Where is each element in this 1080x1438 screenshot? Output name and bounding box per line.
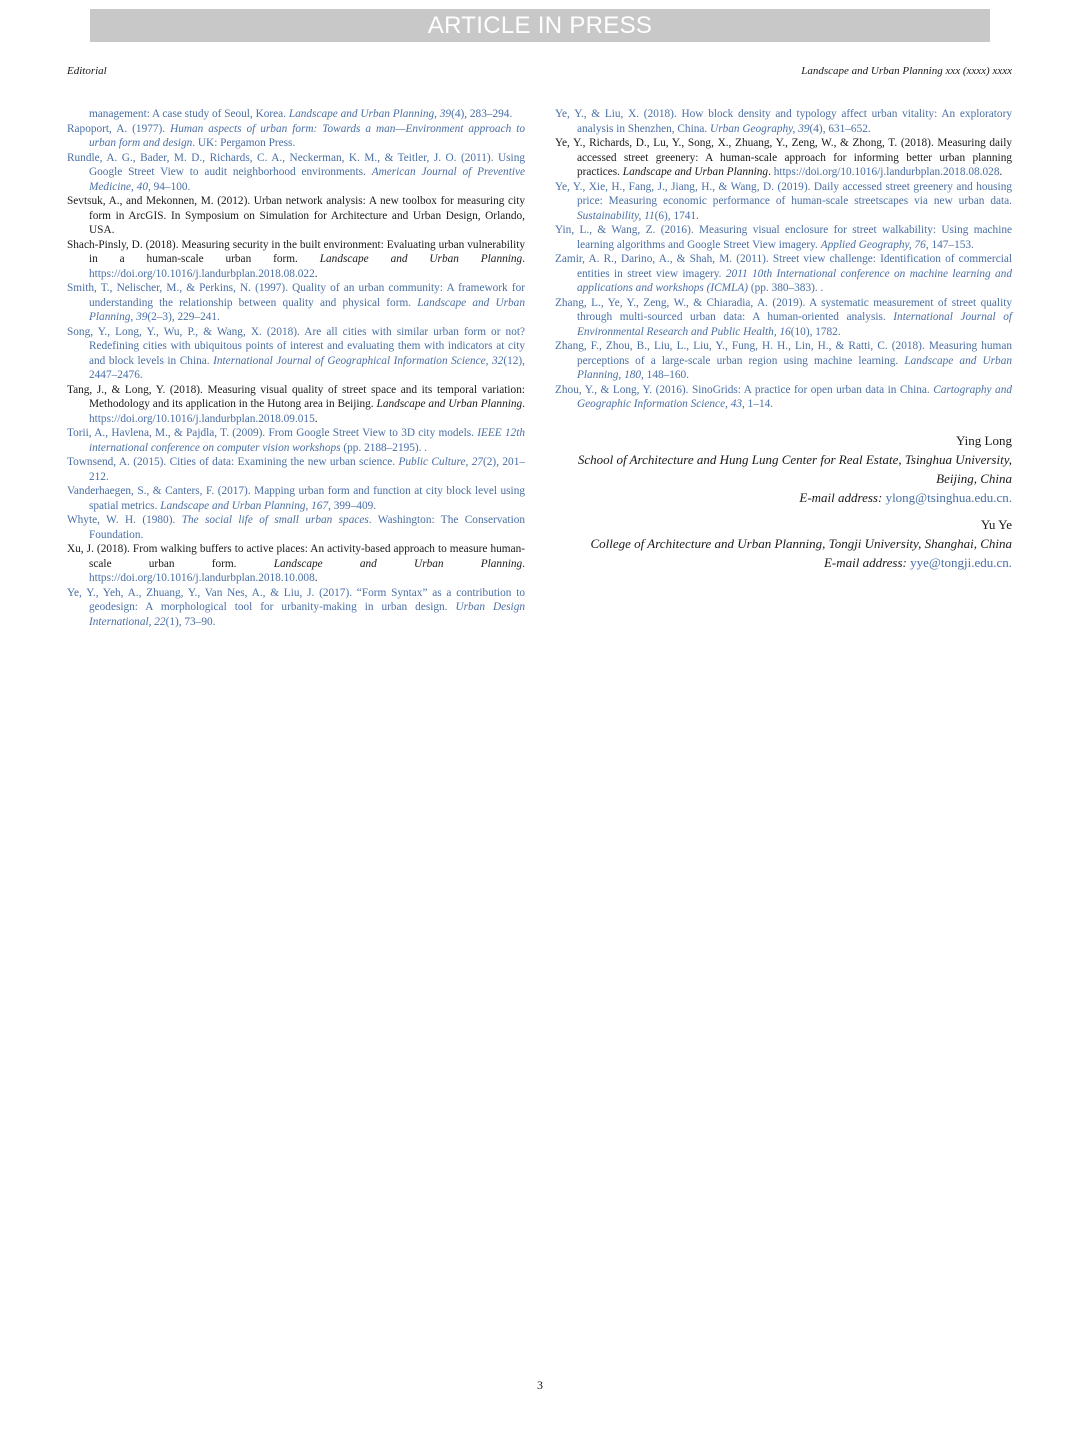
reference-item: Zamir, A. R., Darino, A., & Shah, M. (2011). Street view challenge: Identification of commercial entities in street view imagery. 2011 10th International conference on machine learning and applications and workshops (ICMLA) (pp. 380–383). .	[555, 253, 1012, 294]
page-number: 3	[537, 1378, 543, 1392]
reference-item: Rundle, A. G., Bader, M. D., Richards, C. A., Neckerman, K. M., & Teitler, J. O. (2011). Using Google Street View to audit neighborhood environments. American Journal of Preventive Medicine, 40, 94–100.	[67, 151, 525, 193]
reference-item: Ye, Y., Richards, D., Lu, Y., Song, X., Zhuang, Y., Zeng, W., & Zhong, T. (2018). Measuring daily accessed street greenery: A human-scale approach for informing better urban planning practices. Landscape and Urban Planning. https://doi.org/10.1016/j.landurbplan.2018.08.028.	[555, 137, 1012, 178]
reference-item: Zhou, Y., & Long, Y. (2016). SinoGrids: A practice for open urban data in China. Cartography and Geographic Information Science, 43, 1–14.	[555, 383, 1012, 410]
doi-link[interactable]: https://doi.org/10.1016/j.landurbplan.2018.10.008	[89, 572, 315, 584]
reference-item: Rapoport, A. (1977). Human aspects of urban form: Towards a man—Environment approach to urban form and design. UK: Pergamon Press.	[67, 122, 525, 149]
reference-item: Smith, T., Nelischer, M., & Perkins, N. (1997). Quality of an urban community: A framework for understanding the relationship between quality and physical form. Landscape and Urban Planning, 39(2–3), 229–241.	[67, 282, 525, 323]
running-header-section: Editorial	[67, 65, 107, 77]
reference-column-left	[67, 107, 525, 629]
reference-item: Ye, Y., Yeh, A., Zhuang, Y., Van Nes, A., & Liu, J. (2017). “Form Syntax” as a contribution to geodesign: A morphological tool for urbanity-making in urban design. Urban Design International, 22(1), 73–90.	[67, 586, 525, 628]
reference-item: Tang, J., & Long, Y. (2018). Measuring visual quality of street space and its temporal variation: Methodology and its application in the Hutong area in Beijing. Landscape and Urban Planning. https://doi.org/10.1016/j.landurbplan.2018.09.015.	[67, 383, 525, 425]
doi-link[interactable]: https://doi.org/10.1016/j.landurbplan.2018.08.022	[89, 267, 315, 280]
author-name: Ying Long	[956, 432, 1012, 448]
email-link[interactable]: yye@tongji.edu.cn	[910, 554, 1009, 570]
article-in-press-banner	[90, 9, 990, 42]
reference-item: Townsend, A. (2015). Cities of data: Examining the new urban science. Public Culture, 27(2), 201–212.	[67, 456, 526, 483]
reference-item: management: A case study of Seoul, Korea. Landscape and Urban Planning, 39(4), 283–294.	[89, 108, 513, 120]
author-signatures	[555, 431, 1012, 572]
reference-item: Zhang, L., Ye, Y., Zeng, W., & Chiaradia, A. (2019). A systematic measurement of street quality through multi-sourced urban data: A human-oriented analysis. International Journal of Environmental Research and Public Health, 16(10), 1782.	[555, 296, 1013, 338]
doi-link[interactable]: https://doi.org/10.1016/j.landurbplan.2018.08.028	[773, 166, 1000, 178]
reference-item: Ye, Y., Xie, H., Fang, J., Jiang, H., & Wang, D. (2019). Daily accessed street greenery and housing price: Measuring economic performance of human-scale streetscapes via new urban data. Sustainability, 11(6), 1741.	[555, 180, 1012, 222]
author-affiliation: School of Architecture and Hung Lung Center for Real Estate, Tsinghua University, Beijing, China	[577, 451, 1012, 486]
author-email-line: E-mail address: ylong@tsinghua.edu.cn.	[799, 489, 1012, 505]
banner-text: ARTICLE IN PRESS	[427, 11, 653, 39]
email-link[interactable]: ylong@tsinghua.edu.cn	[885, 489, 1009, 505]
author-affiliation: College of Architecture and Urban Planning, Tongji University, Shanghai, China	[590, 535, 1012, 551]
reference-item: Torii, A., Havlena, M., & Pajdla, T. (2009). From Google Street View to 3D city models. IEEE 12th international conference on computer vision workshops (pp. 2188–2195). .	[67, 427, 525, 454]
reference-item: Vanderhaegen, S., & Canters, F. (2017). Mapping urban form and function at city block level using spatial metrics. Landscape and Urban Planning, 167, 399–409.	[67, 485, 525, 512]
reference-column-right	[555, 107, 1012, 572]
doi-link[interactable]: https://doi.org/10.1016/j.landurbplan.2018.09.015	[89, 412, 315, 425]
reference-item: Sevtsuk, A., and Mekonnen, M. (2012). Urban network analysis: A new toolbox for measuring city form in ArcGIS. In Symposium on Simulation for Architecture and Urban Design, Orlando, USA.	[67, 195, 525, 236]
reference-item: Zhang, F., Zhou, B., Liu, L., Liu, Y., Fung, H. H., Lin, H., & Ratti, C. (2018). Measuring human perceptions of a large-scale urban region using machine learning. Landscape and Urban Planning, 180, 148–160.	[555, 340, 1012, 381]
reference-item: Xu, J. (2018). From walking buffers to active places: An activity-based approach to measure human-scale urban form. Landscape and Urban Planning. https://doi.org/10.1016/j.landurbplan.2018.10.008.	[67, 543, 525, 584]
reference-item: Shach-Pinsly, D. (2018). Measuring security in the built environment: Evaluating urban vulnerability in a human-scale urban form. Landscape and Urban Planning. https://doi.org/10.1016/j.landurbplan.2018.08.022.	[67, 238, 526, 280]
reference-item: Song, Y., Long, Y., Wu, P., & Wang, X. (2018). Are all cities with similar urban form or not? Redefining cities with ubiquitous points of interest and evaluating them with indicators at city and block levels in China. International Journal of Geographical Information Science, 32(12), 2447–2476.	[67, 325, 525, 381]
author-name: Yu Ye	[980, 516, 1012, 532]
reference-item: Yin, L., & Wang, Z. (2016). Measuring visual enclosure for street walkability: Using machine learning algorithms and Google Street View imagery. Applied Geography, 76, 147–153.	[555, 224, 1012, 251]
reference-item: Ye, Y., & Liu, X. (2018). How block density and typology affect urban vitality: An exploratory analysis in Shenzhen, China. Urban Geography, 39(4), 631–652.	[555, 108, 1012, 135]
reference-item: Whyte, W. H. (1980). The social life of small urban spaces. Washington: The Conservation Foundation.	[67, 514, 526, 541]
running-header-journal: Landscape and Urban Planning xxx (xxxx) xxxx	[801, 65, 1012, 77]
author-email-line: E-mail address: yye@tongji.edu.cn.	[823, 554, 1012, 570]
